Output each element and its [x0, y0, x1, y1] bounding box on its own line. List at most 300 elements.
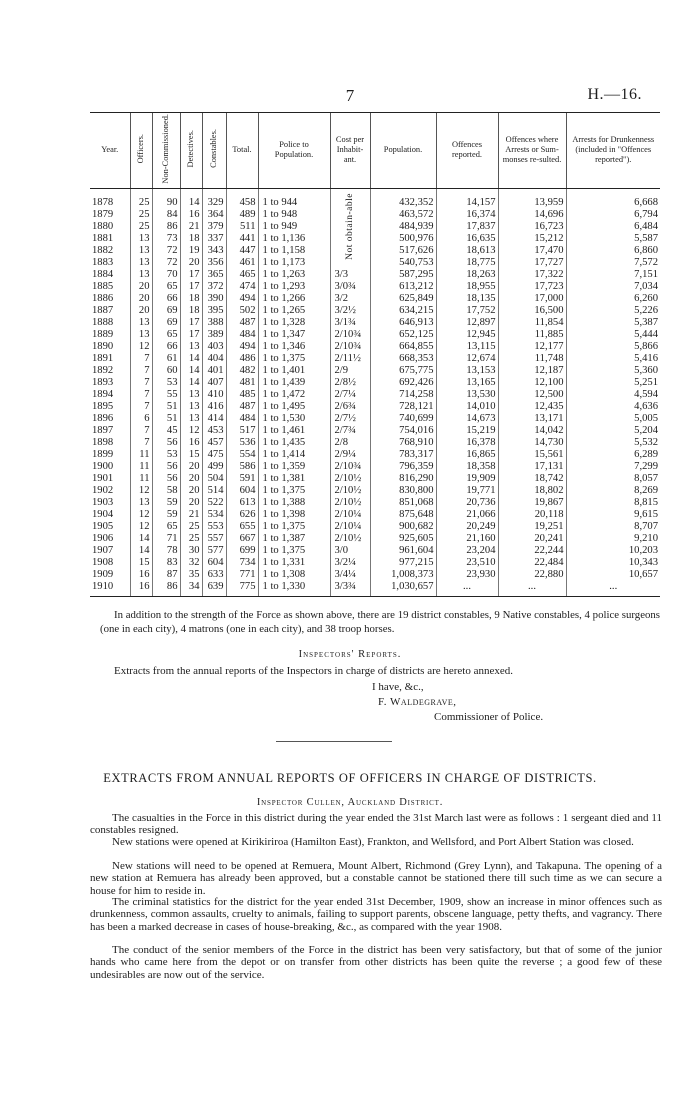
header-detectives: Detectives.: [180, 113, 202, 189]
cell-police-to-population: 1 to 1,265: [258, 305, 330, 317]
cell-total: 481: [226, 377, 258, 389]
table-row: [90, 245, 660, 257]
cell-constables: 553: [202, 521, 226, 533]
cell-ncos: 70: [152, 269, 180, 281]
cell-ncos: 56: [152, 437, 180, 449]
cell-ncos: 72: [152, 257, 180, 269]
cell-arrests-summonses: 18,802: [498, 485, 566, 497]
cell-detectives: 17: [180, 329, 202, 341]
cell-ncos: 60: [152, 365, 180, 377]
cell-year: 1907: [92, 544, 114, 556]
table-row: [90, 485, 660, 497]
cell-officers: 13: [130, 329, 152, 341]
cell-arrests-summonses: 22,880: [498, 569, 566, 581]
cell-detectives: 34: [180, 581, 202, 597]
cell-population: 925,605: [370, 533, 436, 545]
cell-total: 699: [226, 545, 258, 557]
cell-constables: 343: [202, 245, 226, 257]
cell-officers: 12: [130, 521, 152, 533]
cell-constables: 522: [202, 497, 226, 509]
cell-detectives: 20: [180, 497, 202, 509]
cell-drunkenness: 6,668: [566, 188, 660, 209]
cell-ncos: 73: [152, 233, 180, 245]
header-offences-reported: Offences reported.: [436, 113, 498, 189]
cell-arrests-summonses: 12,187: [498, 365, 566, 377]
cell-police-to-population: 1 to 1,398: [258, 509, 330, 521]
cell-police-to-population: 1 to 1,331: [258, 557, 330, 569]
cell-population: 816,290: [370, 473, 436, 485]
cell-total: 626: [226, 509, 258, 521]
cell-detectives: 30: [180, 545, 202, 557]
cell-total: 458: [226, 188, 258, 209]
cell-drunkenness: 6,860: [566, 245, 660, 257]
cell-year: 1896: [92, 412, 114, 424]
cell-population: 664,855: [370, 341, 436, 353]
cell-offences-reported: 23,510: [436, 557, 498, 569]
table-row: [90, 293, 660, 305]
cell-arrests-summonses: 12,500: [498, 389, 566, 401]
cell-police-to-population: 1 to 1,414: [258, 449, 330, 461]
cell-year: 1892: [92, 364, 114, 376]
cell-officers: 13: [130, 497, 152, 509]
cell-drunkenness: 5,360: [566, 365, 660, 377]
cell-constables: 395: [202, 305, 226, 317]
cell-constables: 410: [202, 389, 226, 401]
cell-ncos: 59: [152, 509, 180, 521]
report-paragraph: The conduct of the senior members of the Force in the district has been very satisfactory, but that of some of the junior hands who came here from the depot or on transfer from other districts has been quite the reverse ; a good few of these undesirables are now out of the service.: [90, 944, 662, 981]
cell-arrests-summonses: 20,118: [498, 509, 566, 521]
cell-detectives: 32: [180, 557, 202, 569]
cell-population: 613,212: [370, 281, 436, 293]
cell-constables: 534: [202, 509, 226, 521]
report-paragraph: The criminal statistics for the district for the year ended 31st December, 1909, show an increase in minor offences such as drunkenness, common assaults, cruelty to animals, failing to support parents, obscene language, petty thefts, and vagrancy. There has been a marked decrease in cases of house-breaking, &c., as compared with the year 1908.: [90, 896, 662, 933]
cell-population: 675,775: [370, 365, 436, 377]
cell-drunkenness: 5,866: [566, 341, 660, 353]
cell-detectives: 14: [180, 353, 202, 365]
cell-population: 463,572: [370, 209, 436, 221]
cell-police-to-population: 1 to 1,359: [258, 461, 330, 473]
cell-officers: 6: [130, 413, 152, 425]
cell-officers: 11: [130, 461, 152, 473]
cell-offences-reported: 16,374: [436, 209, 498, 221]
cell-detectives: 18: [180, 305, 202, 317]
cell-drunkenness: 10,203: [566, 545, 660, 557]
table-row: [90, 329, 660, 341]
cell-drunkenness: 5,416: [566, 353, 660, 365]
cell-population: 587,295: [370, 269, 436, 281]
cell-ncos: 69: [152, 317, 180, 329]
cell-ncos: 83: [152, 557, 180, 569]
cell-arrests-summonses: 13,959: [498, 188, 566, 209]
cell-detectives: 17: [180, 269, 202, 281]
cell-population: 875,648: [370, 509, 436, 521]
cell-year: 1888: [92, 316, 114, 328]
header-year: Year.: [90, 113, 130, 189]
cell-police-to-population: 1 to 1,381: [258, 473, 330, 485]
cell-police-to-population: 1 to 1,401: [258, 365, 330, 377]
cell-police-to-population: 1 to 1,530: [258, 413, 330, 425]
table-row: [90, 545, 660, 557]
table-row: [90, 209, 660, 221]
cell-cost-per-inhabitant: 3/4¼: [330, 569, 370, 581]
cell-officers: 13: [130, 269, 152, 281]
cell-drunkenness: 7,572: [566, 257, 660, 269]
cell-detectives: 13: [180, 341, 202, 353]
table-row: [90, 461, 660, 473]
cell-constables: 453: [202, 425, 226, 437]
cell-ncos: 69: [152, 305, 180, 317]
table-row: [90, 437, 660, 449]
cell-ncos: 71: [152, 533, 180, 545]
cell-offences-reported: 18,358: [436, 461, 498, 473]
cell-year: 1883: [92, 256, 114, 268]
cell-year: 1894: [92, 388, 114, 400]
cell-drunkenness: 6,794: [566, 209, 660, 221]
table-row: [90, 425, 660, 437]
cell-police-to-population: 1 to 1,328: [258, 317, 330, 329]
cell-police-to-population: 1 to 1,346: [258, 341, 330, 353]
cell-cost-per-inhabitant: 2/7¼: [330, 389, 370, 401]
report-paragraph: New stations will need to be opened at Remuera, Mount Albert, Richmond (Grey Lynn), and Takapuna. The opening of a new station at Remuera has already been approved, but a constable cannot be stationed there till such time as we can secure a house for him to reside in.: [90, 860, 662, 897]
cell-arrests-summonses: 16,723: [498, 221, 566, 233]
table-row: [90, 281, 660, 293]
cell-officers: 16: [130, 581, 152, 597]
cell-detectives: 18: [180, 233, 202, 245]
cell-ncos: 78: [152, 545, 180, 557]
cell-year: 1886: [92, 292, 114, 304]
cell-police-to-population: 1 to 1,375: [258, 521, 330, 533]
cell-year: 1895: [92, 400, 114, 412]
cell-population: 668,353: [370, 353, 436, 365]
cell-officers: 12: [130, 341, 152, 353]
cell-detectives: 16: [180, 209, 202, 221]
cell-total: 517: [226, 425, 258, 437]
cost-not-obtainable-cell: [330, 188, 370, 269]
table-row: [90, 341, 660, 353]
cell-constables: 604: [202, 557, 226, 569]
cell-population: 540,753: [370, 257, 436, 269]
cell-constables: 372: [202, 281, 226, 293]
cell-total: 461: [226, 257, 258, 269]
cell-total: 484: [226, 413, 258, 425]
cell-constables: 404: [202, 353, 226, 365]
cell-population: 740,699: [370, 413, 436, 425]
cell-detectives: 14: [180, 365, 202, 377]
cell-population: 484,939: [370, 221, 436, 233]
cell-officers: 25: [130, 221, 152, 233]
cell-total: 511: [226, 221, 258, 233]
table-row: [90, 557, 660, 569]
cell-police-to-population: 1 to 1,293: [258, 281, 330, 293]
cell-cost-per-inhabitant: 3/2: [330, 293, 370, 305]
cell-total: 775: [226, 581, 258, 597]
cell-police-to-population: 1 to 1,375: [258, 545, 330, 557]
cell-constables: 390: [202, 293, 226, 305]
cell-total: 604: [226, 485, 258, 497]
cell-cost-per-inhabitant: 2/8½: [330, 377, 370, 389]
cell-cost-per-inhabitant: 2/10¾: [330, 329, 370, 341]
cell-total: 586: [226, 461, 258, 473]
cell-arrests-summonses: 18,742: [498, 473, 566, 485]
inspectors-reports-heading: Inspectors' Reports.: [298, 649, 402, 660]
cell-detectives: 20: [180, 485, 202, 497]
cell-police-to-population: 1 to 1,439: [258, 377, 330, 389]
cell-population: 714,258: [370, 389, 436, 401]
cell-offences-reported: 18,613: [436, 245, 498, 257]
cell-constables: 356: [202, 257, 226, 269]
cell-cost-per-inhabitant: 2/11½: [330, 353, 370, 365]
table-row: [90, 521, 660, 533]
cell-detectives: 13: [180, 401, 202, 413]
cell-ncos: 53: [152, 377, 180, 389]
cell-population: 900,682: [370, 521, 436, 533]
cell-constables: 364: [202, 209, 226, 221]
cell-arrests-summonses: 17,000: [498, 293, 566, 305]
cell-detectives: 15: [180, 449, 202, 461]
signer-name: F. Waldegrave,: [378, 696, 457, 708]
table-row: [90, 389, 660, 401]
cell-arrests-summonses: 17,131: [498, 461, 566, 473]
cell-offences-reported: 18,955: [436, 281, 498, 293]
cell-total: 554: [226, 449, 258, 461]
cell-year: 1909: [92, 568, 114, 580]
cell-cost-per-inhabitant: 2/7¾: [330, 425, 370, 437]
cell-police-to-population: 1 to 1,330: [258, 581, 330, 597]
cell-offences-reported: 23,930: [436, 569, 498, 581]
cell-offences-reported: 13,165: [436, 377, 498, 389]
not-obtainable-note: Not obtain-able: [345, 193, 355, 260]
signer-title: Commissioner of Police.: [434, 711, 544, 723]
cell-officers: 20: [130, 293, 152, 305]
cell-drunkenness: 4,594: [566, 389, 660, 401]
cell-ncos: 86: [152, 581, 180, 597]
cell-police-to-population: 1 to 1,375: [258, 353, 330, 365]
cell-cost-per-inhabitant: 2/10½: [330, 485, 370, 497]
cell-police-to-population: 1 to 1,158: [258, 245, 330, 257]
cell-constables: 365: [202, 269, 226, 281]
closing-salutation: I have, &c.,: [372, 681, 424, 693]
cell-constables: 504: [202, 473, 226, 485]
cell-cost-per-inhabitant: 2/9¼: [330, 449, 370, 461]
report-paragraph: The casualties in the Force in this district during the year ended the 31st March last were as follows : 1 sergeant died and 11 constables resigned.: [90, 812, 662, 837]
cell-constables: 633: [202, 569, 226, 581]
cell-year: 1893: [92, 376, 114, 388]
cell-drunkenness: 5,251: [566, 377, 660, 389]
cell-offences-reported: 13,115: [436, 341, 498, 353]
cell-drunkenness: 5,005: [566, 413, 660, 425]
cell-constables: 389: [202, 329, 226, 341]
cell-officers: 20: [130, 305, 152, 317]
cell-population: 1,008,373: [370, 569, 436, 581]
cell-constables: 388: [202, 317, 226, 329]
cell-drunkenness: 10,657: [566, 569, 660, 581]
cell-total: 486: [226, 353, 258, 365]
cell-year: 1904: [92, 508, 114, 520]
cell-officers: 7: [130, 365, 152, 377]
cell-detectives: 13: [180, 413, 202, 425]
cell-detectives: 20: [180, 461, 202, 473]
cell-police-to-population: 1 to 1,388: [258, 497, 330, 509]
page-reference: H.—16.: [587, 86, 642, 103]
table-row: [90, 257, 660, 269]
cell-offences-reported: 21,160: [436, 533, 498, 545]
cell-detectives: 19: [180, 245, 202, 257]
cell-officers: 13: [130, 233, 152, 245]
cell-drunkenness: 10,343: [566, 557, 660, 569]
cell-arrests-summonses: 22,484: [498, 557, 566, 569]
cell-drunkenness: 7,034: [566, 281, 660, 293]
cell-police-to-population: 1 to 1,495: [258, 401, 330, 413]
cell-year: 1902: [92, 484, 114, 496]
cell-constables: 457: [202, 437, 226, 449]
cell-offences-reported: 16,378: [436, 437, 498, 449]
table-row: [90, 269, 660, 281]
table-row: [90, 473, 660, 485]
extracts-annexed-line: Extracts from the annual reports of the Inspectors in charge of districts are hereto annexed.: [114, 665, 514, 677]
cell-offences-reported: 19,771: [436, 485, 498, 497]
cell-population: 646,913: [370, 317, 436, 329]
cell-offences-reported: 18,263: [436, 269, 498, 281]
header-arrests-summonses: Offences where Arrests or Sum-monses re-sulted.: [498, 113, 566, 189]
cell-ncos: 51: [152, 413, 180, 425]
cell-ncos: 84: [152, 209, 180, 221]
header-cost-per-inhabitant: Cost per Inhabit-ant.: [330, 113, 370, 189]
cell-constables: 514: [202, 485, 226, 497]
cell-year: 1880: [92, 220, 114, 232]
cell-drunkenness: 9,615: [566, 509, 660, 521]
cell-constables: 407: [202, 377, 226, 389]
cell-police-to-population: 1 to 1,472: [258, 389, 330, 401]
cell-constables: 329: [202, 188, 226, 209]
cell-drunkenness: 5,387: [566, 317, 660, 329]
cell-offences-reported: 13,153: [436, 365, 498, 377]
cell-arrests-summonses: 15,212: [498, 233, 566, 245]
cell-arrests-summonses: ...: [498, 581, 566, 597]
cell-population: 768,910: [370, 437, 436, 449]
table-row: [90, 533, 660, 545]
cell-officers: 16: [130, 569, 152, 581]
table-row: [90, 377, 660, 389]
cell-offences-reported: 20,736: [436, 497, 498, 509]
cell-drunkenness: 7,151: [566, 269, 660, 281]
table-row: [90, 305, 660, 317]
cell-detectives: 25: [180, 521, 202, 533]
table-row: [90, 317, 660, 329]
cell-detectives: 17: [180, 281, 202, 293]
cell-total: 502: [226, 305, 258, 317]
cell-officers: 11: [130, 449, 152, 461]
cell-detectives: 35: [180, 569, 202, 581]
cell-ncos: 86: [152, 221, 180, 233]
cell-offences-reported: 14,010: [436, 401, 498, 413]
table-header-row: [90, 113, 660, 189]
cell-officers: 7: [130, 389, 152, 401]
cell-drunkenness: 5,587: [566, 233, 660, 245]
cell-population: 783,317: [370, 449, 436, 461]
cell-cost-per-inhabitant: 3/3: [330, 269, 370, 281]
cell-total: 613: [226, 497, 258, 509]
cell-ncos: 65: [152, 521, 180, 533]
cell-arrests-summonses: 16,500: [498, 305, 566, 317]
cell-population: 1,030,657: [370, 581, 436, 597]
cell-population: 728,121: [370, 401, 436, 413]
cell-arrests-summonses: 11,854: [498, 317, 566, 329]
cell-ncos: 53: [152, 449, 180, 461]
cell-detectives: 16: [180, 437, 202, 449]
section-divider: [276, 741, 392, 742]
cell-year: 1882: [92, 244, 114, 256]
cell-officers: 7: [130, 401, 152, 413]
cell-population: 754,016: [370, 425, 436, 437]
cell-ncos: 58: [152, 485, 180, 497]
cell-detectives: 18: [180, 293, 202, 305]
cell-offences-reported: 14,157: [436, 188, 498, 209]
cell-year: 1899: [92, 448, 114, 460]
cell-total: 734: [226, 557, 258, 569]
cell-detectives: 12: [180, 425, 202, 437]
table-row: [90, 401, 660, 413]
cell-arrests-summonses: 19,251: [498, 521, 566, 533]
cell-arrests-summonses: 14,042: [498, 425, 566, 437]
cell-offences-reported: 12,674: [436, 353, 498, 365]
cell-year: 1903: [92, 496, 114, 508]
cell-cost-per-inhabitant: 2/10½: [330, 473, 370, 485]
table-row: [90, 569, 660, 581]
cell-ncos: 66: [152, 341, 180, 353]
cell-year: 1891: [92, 352, 114, 364]
cell-year: 1884: [92, 268, 114, 280]
cell-drunkenness: 8,057: [566, 473, 660, 485]
cell-cost-per-inhabitant: 2/6¾: [330, 401, 370, 413]
cell-offences-reported: 18,135: [436, 293, 498, 305]
header-officers: Officers.: [130, 113, 152, 189]
cell-offences-reported: 19,909: [436, 473, 498, 485]
cell-arrests-summonses: 11,748: [498, 353, 566, 365]
cell-ncos: 65: [152, 329, 180, 341]
cell-drunkenness: 7,299: [566, 461, 660, 473]
cell-police-to-population: 1 to 1,375: [258, 485, 330, 497]
cell-ncos: 45: [152, 425, 180, 437]
cell-cost-per-inhabitant: 2/10½: [330, 497, 370, 509]
cell-total: 489: [226, 209, 258, 221]
cell-drunkenness: 5,204: [566, 425, 660, 437]
cell-arrests-summonses: 17,470: [498, 245, 566, 257]
cell-year: 1890: [92, 340, 114, 352]
cell-year: 1878: [92, 196, 114, 208]
cell-offences-reported: 12,897: [436, 317, 498, 329]
cell-ncos: 90: [152, 188, 180, 209]
cell-constables: 337: [202, 233, 226, 245]
cell-cost-per-inhabitant: 2/7½: [330, 413, 370, 425]
cell-officers: 7: [130, 353, 152, 365]
district-subheading: Inspector Cullen, Auckland District.: [256, 797, 444, 808]
cell-drunkenness: 6,260: [566, 293, 660, 305]
cell-detectives: 13: [180, 389, 202, 401]
cell-ncos: 61: [152, 353, 180, 365]
cell-population: 961,604: [370, 545, 436, 557]
cell-total: 465: [226, 269, 258, 281]
page-number: 7: [345, 86, 355, 105]
cell-total: 536: [226, 437, 258, 449]
cell-ncos: 56: [152, 473, 180, 485]
cell-officers: 14: [130, 533, 152, 545]
table-row: [90, 365, 660, 377]
cell-constables: 475: [202, 449, 226, 461]
cell-year: 1900: [92, 460, 114, 472]
cell-officers: 7: [130, 425, 152, 437]
cell-total: 441: [226, 233, 258, 245]
cell-cost-per-inhabitant: 3/0¾: [330, 281, 370, 293]
